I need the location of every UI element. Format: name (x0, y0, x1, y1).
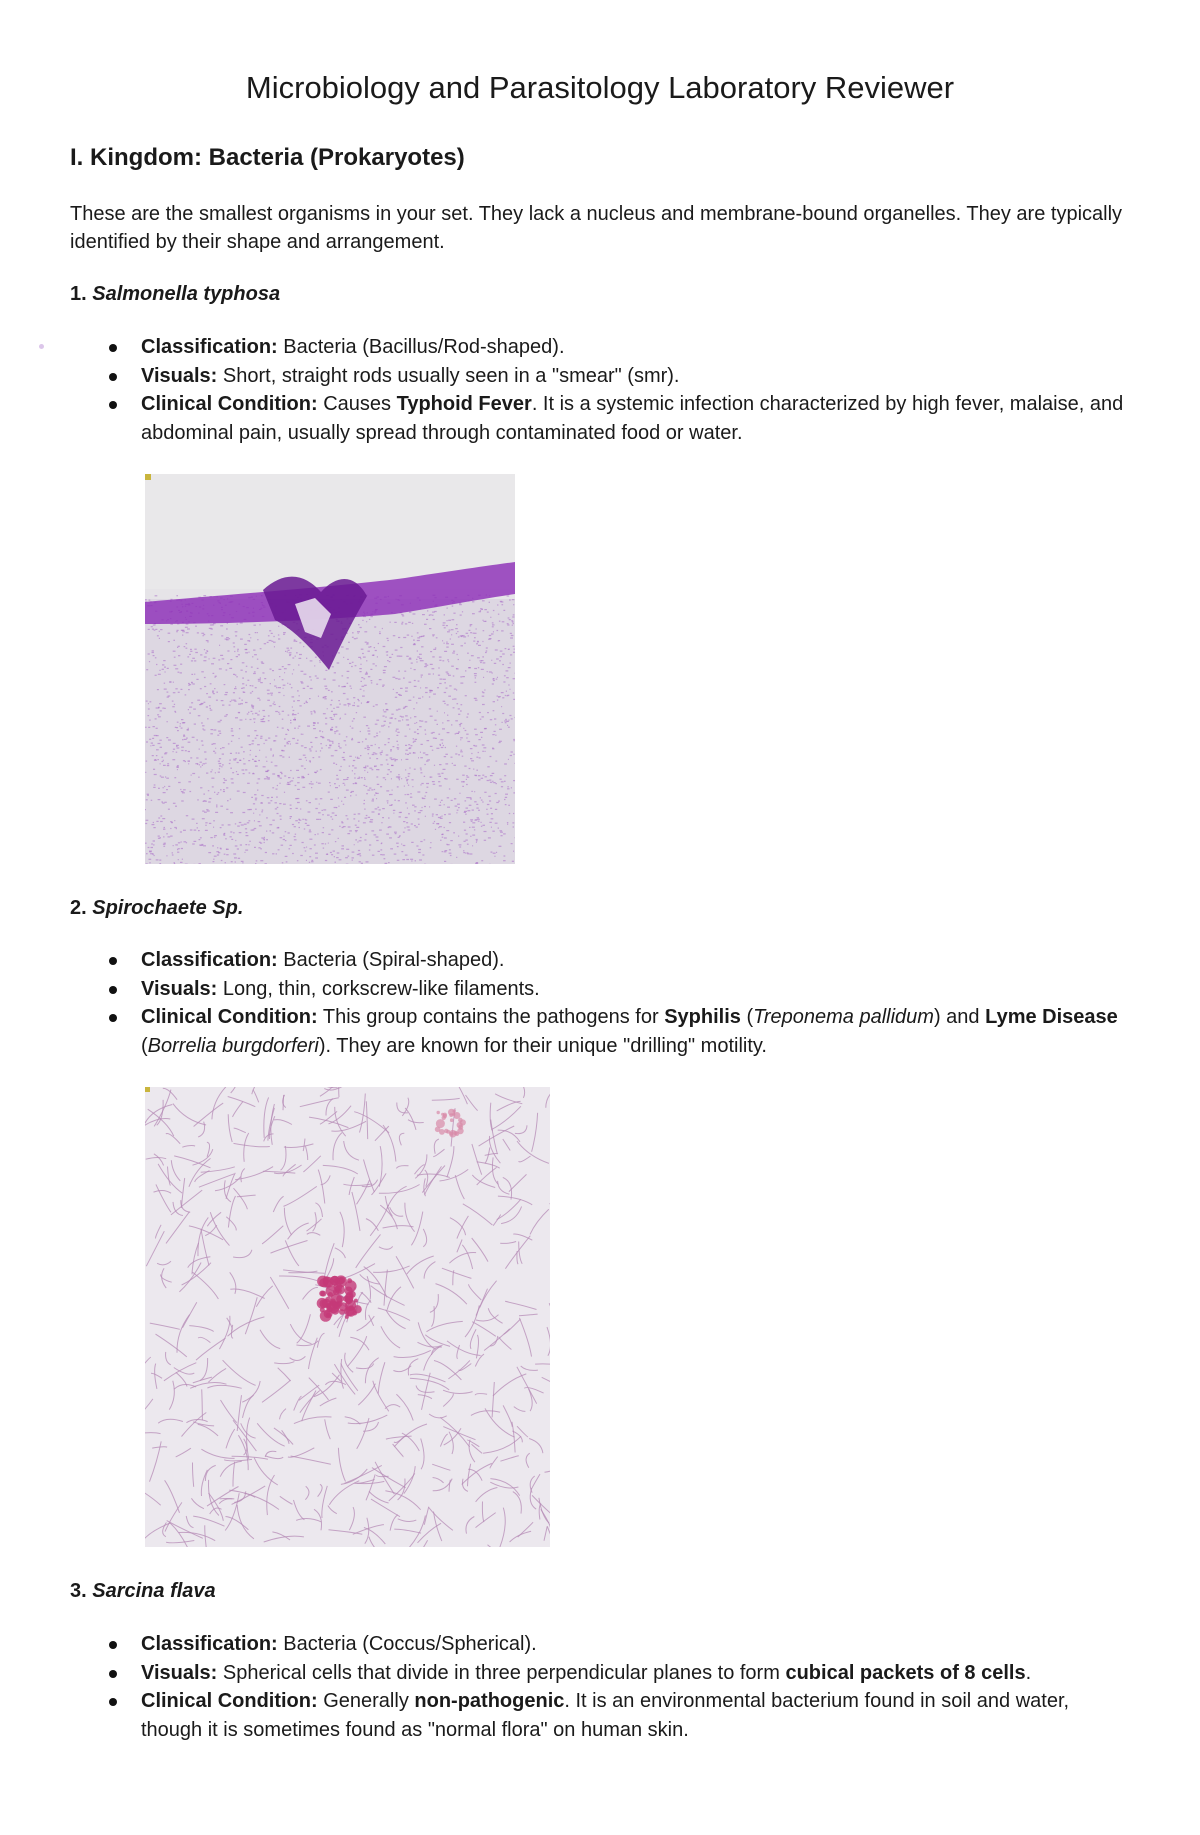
clinical-text-post: . It is a systemic infection characterized by high fever, malaise, and abdominal pain, usually spread through contaminated food or water. (141, 393, 1124, 444)
clinical-text-pre: Generally (323, 1690, 409, 1712)
list-item (141, 333, 1131, 362)
organism-name: Spirochaete Sp. (92, 897, 244, 919)
clinical-label: Clinical Condition: (141, 1006, 318, 1028)
visuals-value: Long, thin, corkscrew-like filaments. (222, 977, 540, 1000)
classification-value: Bacteria (Coccus/Spherical). (283, 1633, 537, 1655)
micrograph-spirochaete-image (145, 1087, 550, 1547)
list-item (141, 362, 1131, 391)
fact-list-sarcina (141, 1630, 1131, 1744)
organism-heading-spirochaete (70, 897, 243, 920)
clinical-text-mid: ) and (933, 1006, 980, 1028)
clinical-text-post: ). They are known for their unique "drilling" motility. (318, 1034, 767, 1057)
visuals-text-pre: Spherical cells that divide in three perpendicular planes to form (222, 1661, 780, 1684)
list-item (141, 390, 1131, 447)
list-item (141, 1687, 1131, 1744)
visuals-label: Visuals: (141, 977, 218, 1000)
stray-bullet-mark (39, 344, 44, 349)
visuals-value: Short, straight rods usually seen in a "smear" (smr). (222, 364, 680, 387)
pathogenicity-label: non-pathogenic (414, 1690, 565, 1712)
pathogen-name: Treponema pallidum (753, 1006, 934, 1028)
paren-open: ( (141, 1034, 148, 1057)
fact-list-spirochaete (141, 946, 1131, 1060)
list-item (141, 946, 1131, 975)
organism-heading-sarcina (70, 1580, 216, 1603)
organism-number: 3. (70, 1580, 87, 1602)
organism-number: 1. (70, 283, 87, 305)
visuals-label: Visuals: (141, 364, 218, 387)
organism-name: Salmonella typhosa (92, 283, 281, 305)
micrograph-salmonella (145, 474, 515, 864)
visuals-highlight: cubical packets of 8 cells (785, 1661, 1026, 1684)
list-item (141, 1003, 1131, 1060)
section-intro: These are the smallest organisms in your set. They lack a nucleus and membrane-bound organelles. They are typically identified by their shape and arrangement. (70, 203, 1123, 253)
disease-name: Lyme Disease (985, 1006, 1118, 1028)
micrograph-spirochaete (145, 1087, 550, 1547)
clinical-text-pre: Causes (323, 393, 392, 415)
fact-list-salmonella (141, 333, 1131, 447)
clinical-label: Clinical Condition: (141, 393, 318, 415)
organism-heading-salmonella (70, 283, 280, 306)
list-item (141, 975, 1131, 1004)
classification-value: Bacteria (Bacillus/Rod-shaped). (283, 336, 565, 358)
classification-label: Classification: (141, 336, 278, 358)
list-item (141, 1630, 1131, 1659)
list-item (141, 1659, 1131, 1688)
clinical-text-post: . It is an environmental bacterium found in soil and water, though it is sometimes found as "normal flora" on human skin. (141, 1690, 1070, 1741)
document-title: Microbiology and Parasitology Laboratory Reviewer (245, 70, 955, 105)
micrograph-salmonella-image (145, 474, 515, 864)
paren-open: ( (740, 1006, 754, 1028)
clinical-text-pre: This group contains the pathogens for (322, 1006, 659, 1028)
clinical-label: Clinical Condition: (141, 1690, 318, 1712)
classification-label: Classification: (141, 949, 278, 971)
visuals-label: Visuals: (141, 1661, 218, 1684)
visuals-text-post: . (1025, 1661, 1032, 1684)
section-heading: I. Kingdom: Bacteria (Prokaryotes) (70, 144, 465, 171)
organism-number: 2. (70, 897, 87, 919)
classification-value: Bacteria (Spiral-shaped). (283, 949, 505, 971)
organism-name: Sarcina flava (92, 1580, 216, 1602)
classification-label: Classification: (141, 1633, 278, 1655)
disease-name: Typhoid Fever (396, 393, 532, 415)
pathogen-name: Borrelia burgdorferi (147, 1034, 319, 1057)
disease-name: Syphilis (664, 1006, 741, 1028)
